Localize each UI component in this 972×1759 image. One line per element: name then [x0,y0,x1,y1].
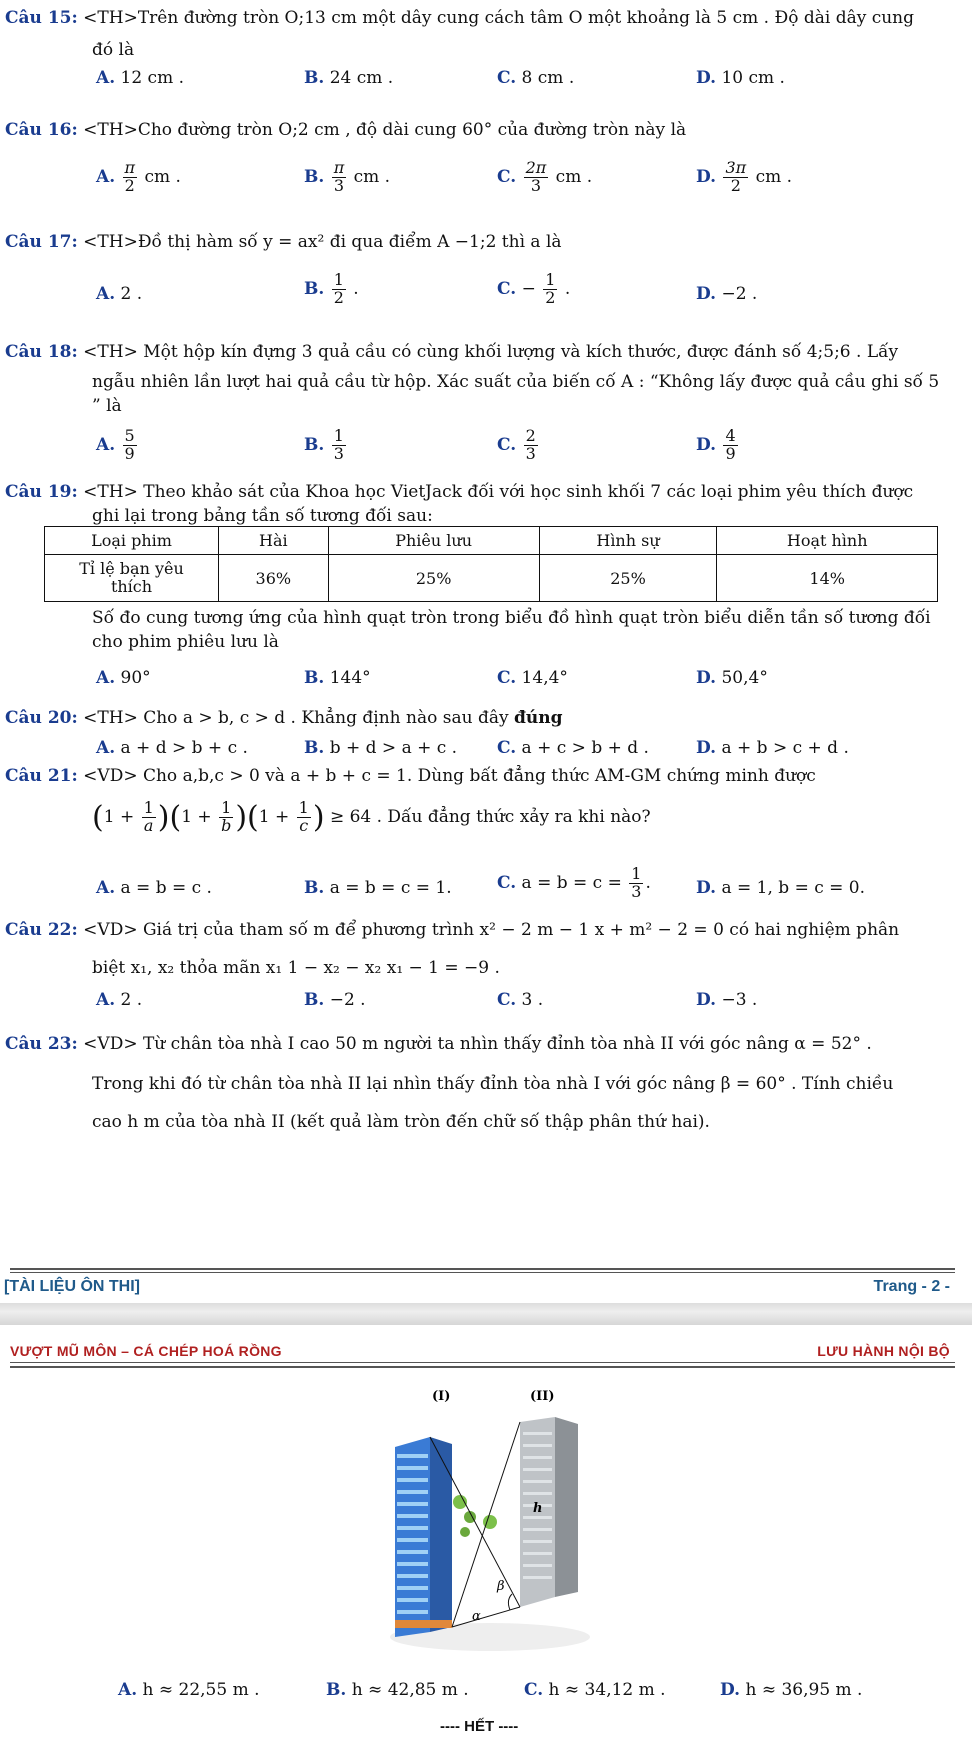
option-a[interactable]: A. 12 cm . [96,68,184,88]
option-b[interactable]: B. a = b = c = 1. [304,878,452,898]
question-text-cont: ngẫu nhiên lần lượt hai quả cầu từ hộp. Xác suất của biến cố A : “Không lấy được quả cầu ghi số 5 [92,372,940,392]
option-c[interactable] [497,160,592,195]
option-d[interactable]: D. 50,4° [696,668,768,688]
fraction-numerator: 2π [525,158,547,177]
fraction-numerator: 1 [333,426,344,445]
table-header-cell: Hài [219,527,329,555]
option-a[interactable]: A. 2 . [96,990,143,1010]
figure-height-label: h [533,1501,543,1516]
fraction-denominator: 3 [631,881,642,901]
option-unit: cm . [144,166,181,187]
option-c[interactable]: C. 8 cm . [497,68,575,88]
question-number: Câu 19: [5,482,78,502]
question-text-cont: cho phim phiêu lưu là [92,632,279,652]
question-text-cont: biệt x₁, x₂ thỏa mãn x₁ 1 − x₂ − x₂ x₁ − 1 = −9 . [92,958,500,978]
fraction-denominator: 3 [525,443,536,463]
option-label: B. [304,434,325,455]
question-text: <VD> Từ chân tòa nhà I cao 50 m người ta nhìn thấy đỉnh tòa nhà II với góc nâng α = 52° . [83,1034,872,1054]
table-row [45,555,938,602]
option-b[interactable] [304,428,348,463]
question-number: Câu 20: [5,708,78,728]
option-unit: . [353,278,359,299]
header-right: LƯU HÀNH NỘI BỘ [817,1343,950,1359]
question-21 [5,766,816,786]
table-header-cell: Hoạt hình [717,527,938,555]
option-a[interactable]: A. 90° [96,668,151,688]
option-b[interactable] [304,272,359,307]
fraction-numerator: 3π [725,158,747,177]
question-text: <TH>Trên đường tròn O;13 cm một dây cung cách tâm O một khoảng là 5 cm . Độ dài dây cung [83,8,915,28]
table-cell: 14% [717,555,938,602]
question-number: Câu 15: [5,8,78,28]
option-b[interactable]: B. 24 cm . [304,68,394,88]
table-header-cell: Phiêu lưu [328,527,539,555]
option-c[interactable]: C. 14,4° [497,668,568,688]
option-c[interactable]: C. h ≈ 34,12 m . [524,1680,666,1700]
question-number: Câu 17: [5,232,78,252]
question-number: Câu 18: [5,342,78,362]
footer-divider [10,1272,955,1273]
option-d[interactable]: D. h ≈ 36,95 m . [720,1680,863,1700]
option-label: A. [96,434,116,455]
question-text-cont: ” là [92,396,122,416]
question-text: <TH> Cho a > b, c > d . Khẳng định nào sau đây [83,708,509,728]
option-a[interactable]: A. h ≈ 22,55 m . [118,1680,260,1700]
option-value: 2 . [120,284,143,304]
option-label: D. [696,166,717,187]
option-d[interactable]: D. a = 1, b = c = 0. [696,878,866,898]
option-d[interactable] [696,284,757,304]
option-label: C. [497,278,517,299]
question-17 [5,232,562,252]
option-a[interactable] [96,428,139,463]
fraction-denominator: 3 [333,175,345,195]
question-number: Câu 16: [5,120,78,140]
question-text-cont: đó là [92,40,135,60]
building-i [395,1437,452,1637]
figure-label-ii: (II) [530,1389,555,1404]
building-ii [520,1417,578,1607]
option-label: D. [696,284,717,304]
question-text: <VD> Giá trị của tham số m để phương trình x² − 2 m − 1 x + m² − 2 = 0 có hai nghiệm phân [83,920,900,940]
question-23 [5,1034,872,1054]
option-label: D. [696,434,717,455]
option-b[interactable] [304,160,390,195]
question-text-cont: Trong khi đó từ chân tòa nhà II lại nhìn thấy đỉnh tòa nhà I với góc nâng β = 60° . Tính chiều [92,1074,894,1094]
option-label: C. [497,434,517,455]
option-label: B. [304,166,325,187]
question-text: <VD> Cho a,b,c > 0 và a + b + c = 1. Dùng bất đẳng thức AM-GM chứng minh được [83,766,816,786]
option-d[interactable] [696,428,740,463]
option-c[interactable] [497,272,570,307]
footer-left: [TÀI LIỆU ÔN THI] [4,1278,140,1295]
question-number: Câu 21: [5,766,78,786]
question-text-cont: Số đo cung tương ứng của hình quạt tròn trong biểu đồ hình quạt tròn biểu diễn tần số tương đối [92,608,931,628]
table-row-label [45,555,219,602]
fraction-numerator: 2 [525,426,536,445]
question-text: <TH> Theo khảo sát của Khoa học VietJack đối với học sinh khối 7 các loại phim yêu thích được [83,482,914,502]
table-cell: 25% [539,555,717,602]
question-text: <TH>Cho đường tròn O;2 cm , độ dài cung 60° của đường tròn này là [83,120,687,140]
question-text: <TH>Đồ thị hàm số y = ax² đi qua điểm A −1;2 thì a là [83,232,562,252]
figure-label-i: (I) [432,1389,451,1404]
end-marker: ---- HẾT ---- [440,1718,519,1735]
option-a[interactable]: A. a + d > b + c . [96,738,248,758]
fraction-denominator: 3 [333,443,344,463]
table-header-cell: Hình sự [539,527,717,555]
question-19 [5,482,913,502]
fraction-numerator: π [124,158,136,177]
option-unit: cm . [755,166,793,187]
row-label-line-2: thích [110,577,153,596]
option-b[interactable]: B. h ≈ 42,85 m . [326,1680,469,1700]
fraction-numerator: 1 [631,864,642,883]
option-d[interactable] [696,160,792,195]
option-unit: cm . [353,166,391,187]
option-a[interactable]: A. a = b = c . [96,878,212,898]
question-emphasis: đúng [513,708,563,728]
table-header-row [45,527,938,555]
option-unit: . [564,278,571,299]
option-d[interactable]: D. a + b > c + d . [696,738,849,758]
fraction-denominator: 2 [730,175,741,195]
option-a[interactable] [96,160,181,195]
question-16 [5,120,686,140]
fraction-numerator: 1 [333,270,344,289]
option-label: B. [304,278,325,299]
option-unit: cm . [555,166,593,187]
table-cell: 36% [219,555,329,602]
option-c[interactable]: C. a = b = c = $\frac{1}{3}$ . [497,864,651,901]
option-b[interactable]: B. b + d > a + c . [304,738,458,758]
fraction-denominator: 9 [725,443,736,463]
header-divider [10,1366,955,1368]
question-20 [5,708,562,728]
fraction-numerator: 4 [725,426,736,445]
question-text-cont: ghi lại trong bảng tần số tương đối sau: [92,506,433,526]
footer-page-number: Trang - 2 - [873,1278,950,1295]
option-c[interactable] [497,428,540,463]
footer-divider [10,1268,955,1270]
question-number: Câu 22: [5,920,78,940]
fraction-numerator: 5 [124,426,135,445]
table-cell: 25% [328,555,539,602]
option-c[interactable]: C. 3 . [497,990,544,1010]
minus-sign: − [521,278,536,299]
fraction-denominator: 2 [124,175,135,195]
inequality-expression: (1 + $\frac{1}{a}$ )(1 + $\frac{1}{b}$ )(1 + $\frac{1}{c}$ ) ≥ 64 . Dấu đẳng thức xảy ra khi nào? [92,798,651,835]
option-d[interactable]: D. 10 cm . [696,68,785,88]
option-label: A. [96,284,116,304]
question-number: Câu 23: [5,1034,78,1054]
fraction-numerator: 1 [545,270,556,289]
question-15 [5,8,914,28]
row-label-line-1: Tỉ lệ bạn yêu [79,559,184,579]
option-value: −2 . [721,284,758,304]
figure-beta-label: β [497,1579,505,1594]
option-a[interactable] [96,284,142,304]
header-divider [10,1362,955,1363]
header-left: VƯỢT MŨ MÔN – CÁ CHÉP HOÁ RỒNG [10,1343,282,1359]
inequality-tail: ≥ 64 . Dấu đẳng thức xảy ra khi nào? [329,807,651,827]
option-label: A. [96,166,116,187]
option-c[interactable]: C. a + c > b + d . [497,738,649,758]
frequency-table [44,526,938,602]
page-separator [0,1303,972,1325]
option-d[interactable]: D. −3 . [696,990,758,1010]
option-b[interactable]: B. 144° [304,668,371,688]
question-text-cont: cao h m của tòa nhà II (kết quả làm tròn đến chữ số thập phân thứ hai). [92,1112,710,1132]
table-header-cell: Loại phim [45,527,219,555]
fraction-denominator: 2 [545,287,556,307]
fraction-numerator: π [333,158,345,177]
fraction-denominator: 9 [124,443,135,463]
option-b[interactable]: B. −2 . [304,990,366,1010]
option-label: C. [497,166,517,187]
option-text: C. a = b = c = [497,872,622,893]
question-text: <TH> Một hộp kín đựng 3 quả cầu có cùng khối lượng và kích thước, được đánh số 4;5;6 . Lấy [83,342,899,362]
question-18 [5,342,898,362]
buildings-figure [380,1382,600,1662]
fraction-denominator: 2 [333,287,344,307]
question-22 [5,920,899,940]
fraction-denominator: 3 [530,175,541,195]
figure-alpha-label: α [472,1609,481,1624]
